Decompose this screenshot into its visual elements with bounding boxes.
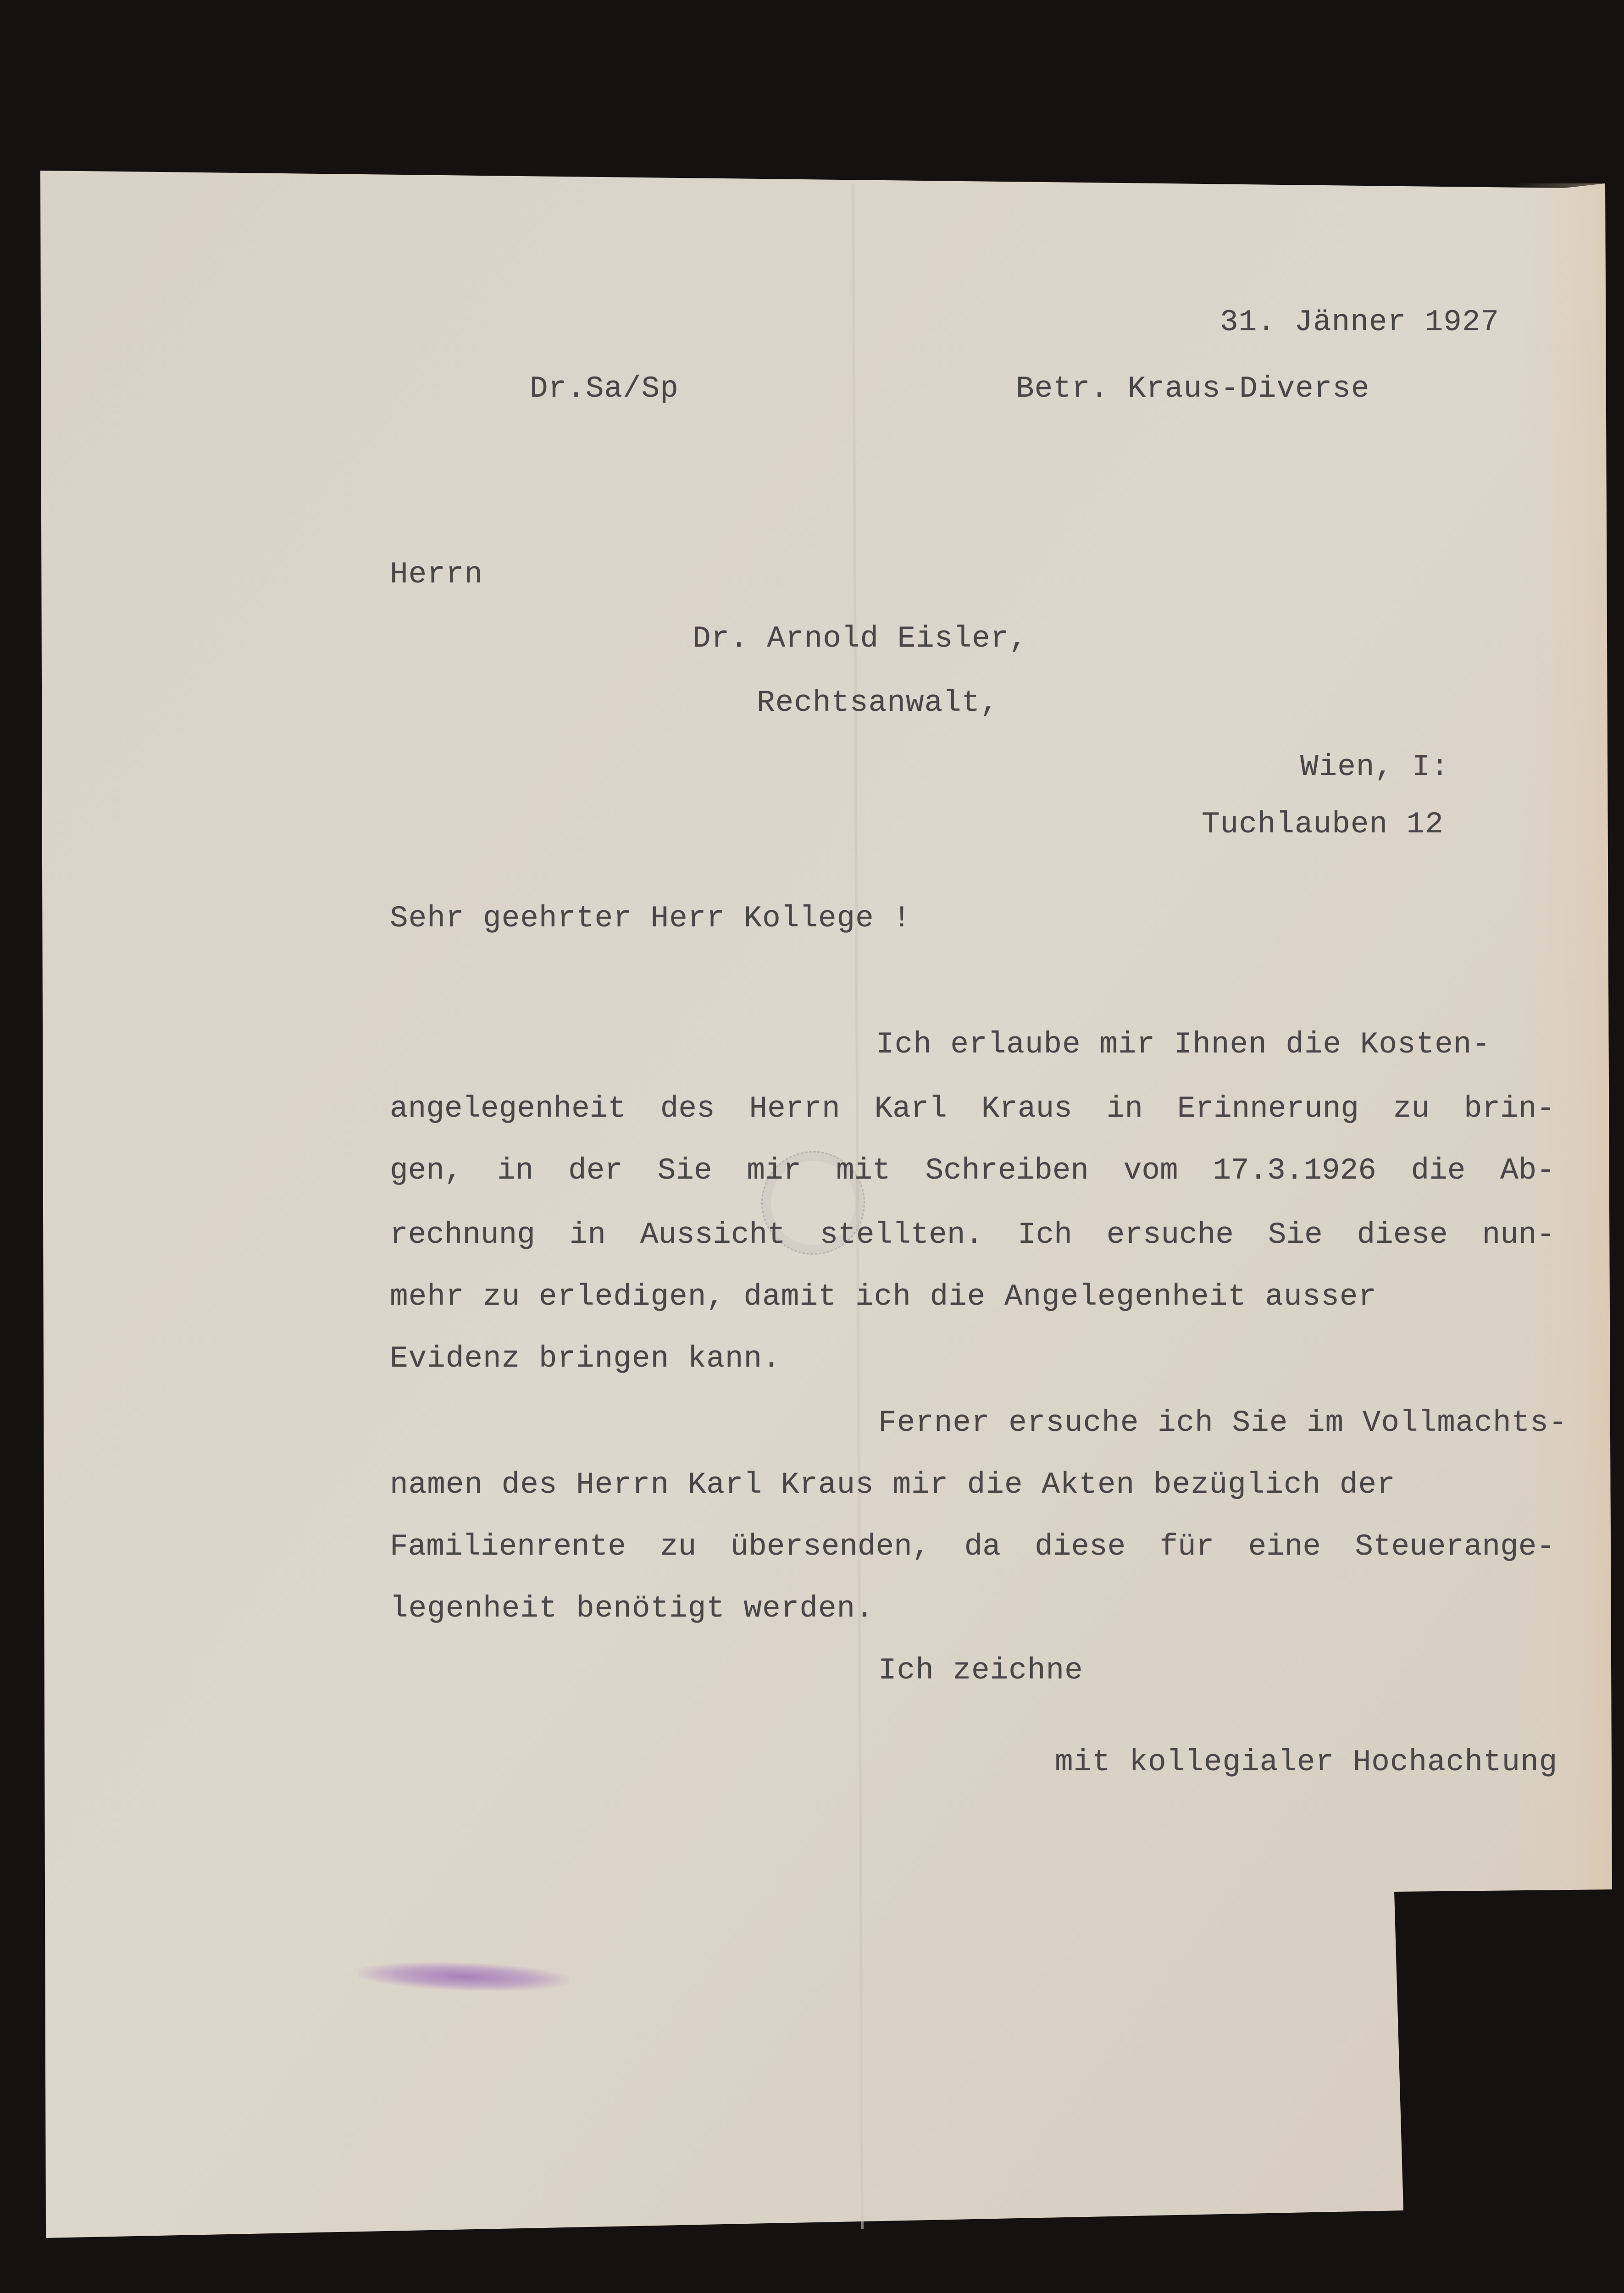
paragraph2-line: Familienrente zu übersenden, da diese für eine Steuerange- [390,1529,1555,1564]
recipient-profession: Rechtsanwalt, [757,686,999,720]
paragraph1-line: Ich erlaube mir Ihnen die Kosten- [876,1027,1491,1062]
address-salutation: Herrn [390,557,483,592]
paragraph1-line: rechnung in Aussicht stellten. Ich ersuche Sie diese nun- [390,1218,1555,1252]
paragraph1-line: angelegenheit des Herrn Karl Kraus in Erinnerung zu brin- [390,1091,1555,1126]
greeting: Sehr geehrter Herr Kollege ! [390,901,911,936]
closing-line: mit kollegialer Hochachtung [1055,1745,1558,1779]
paragraph2-line: Ferner ersuche ich Sie im Vollmachts- [878,1406,1568,1440]
paragraph2-line: legenheit benötigt werden. [390,1591,874,1626]
paper-edge-stain [1513,183,1612,1890]
paragraph2-line: namen des Herrn Karl Kraus mir die Akten bezüglich der [390,1468,1396,1502]
subject-line: Betr. Kraus-Diverse [1016,371,1370,406]
recipient-name: Dr. Arnold Eisler, [693,621,1028,656]
letter-date: 31. Jänner 1927 [1220,305,1500,339]
closing-line: Ich zeichne [878,1653,1083,1688]
paragraph1-line: gen, in der Sie mir mit Schreiben vom 17.3.1926 die Ab- [390,1153,1555,1188]
reference-code: Dr.Sa/Sp [530,371,679,406]
recipient-street: Tuchlauben 12 [1202,807,1444,842]
recipient-city: Wien, I: [1300,750,1449,784]
paragraph1-line: Evidenz bringen kann. [390,1341,781,1376]
paragraph1-line: mehr zu erledigen, damit ich die Angelegenheit ausser [390,1279,1377,1314]
